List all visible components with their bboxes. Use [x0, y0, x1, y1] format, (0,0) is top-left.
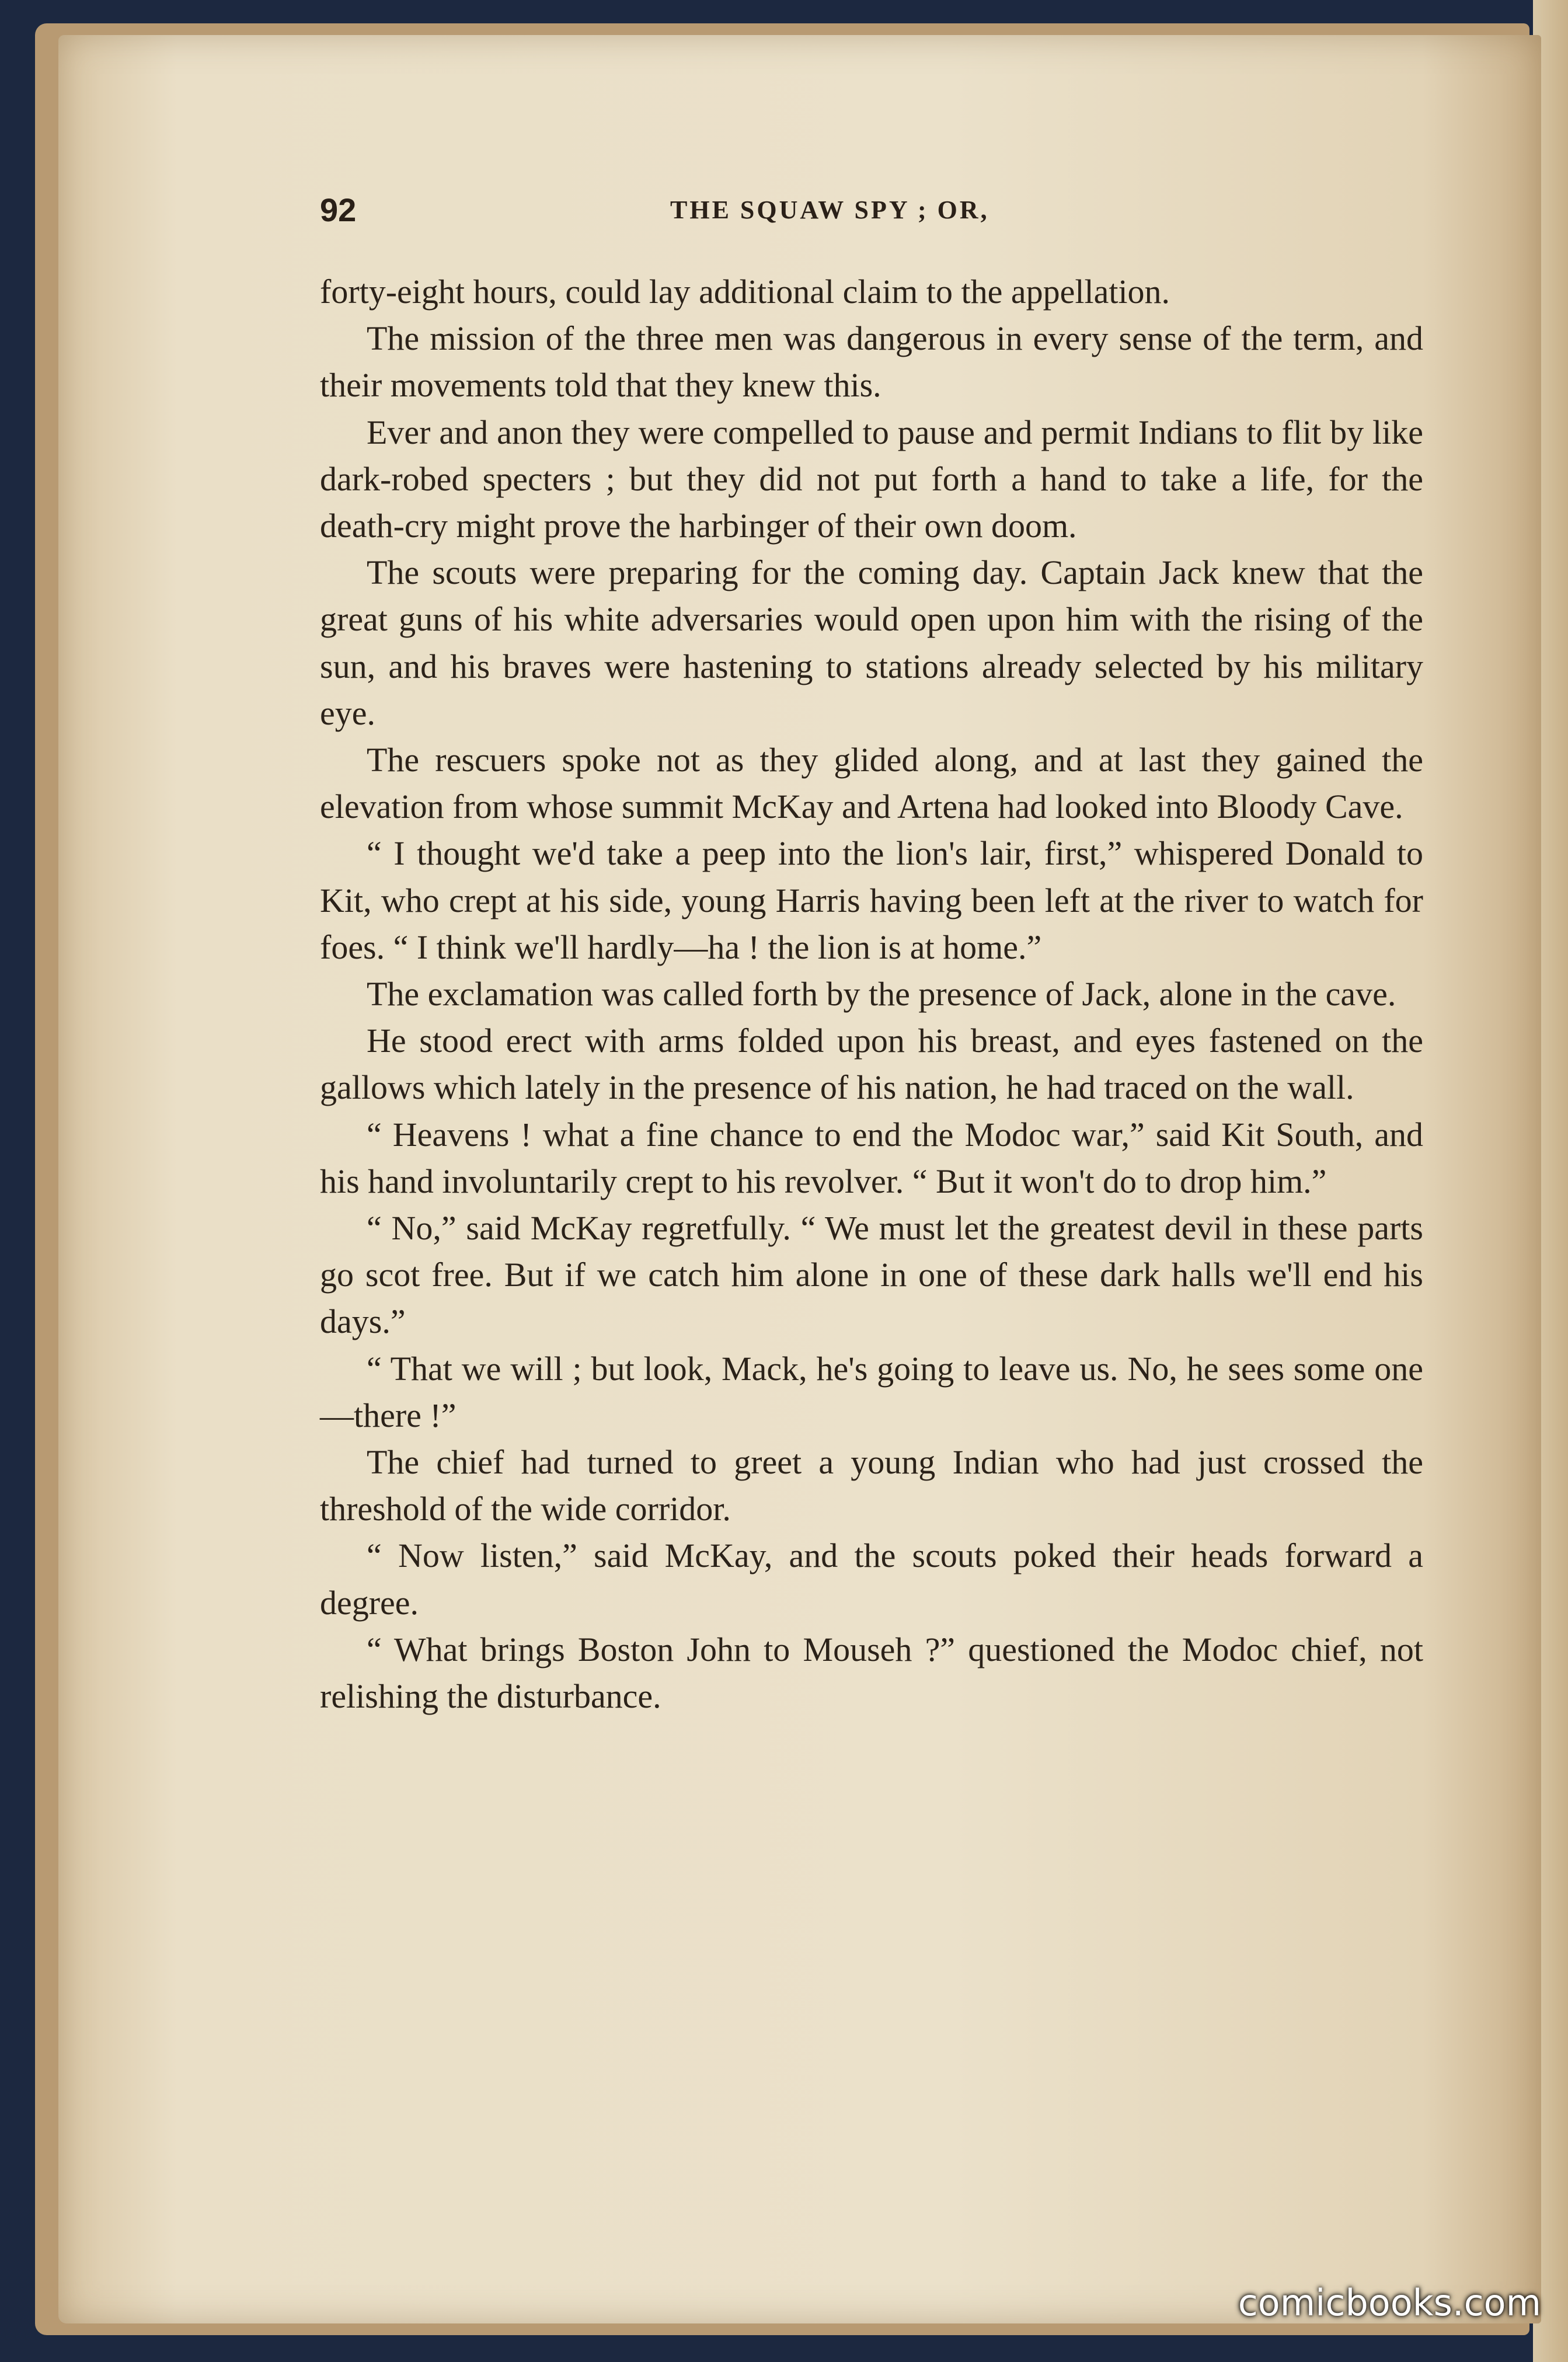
- page-header: [320, 187, 1429, 234]
- body-text: [320, 269, 1423, 1720]
- paragraph: The chief had turned to greet a young Indian who had just crossed the threshold of the wide corridor.: [320, 1443, 1423, 1528]
- paragraph: The rescuers spoke not as they glided along, and at last they gained the elevation from whose summit McKay and Artena had looked into Bloody Cave.: [320, 741, 1423, 826]
- paragraph: He stood erect with arms folded upon his breast, and eyes fastened on the gallows which lately in the presence of his nation, he had traced on the wall.: [320, 1022, 1423, 1107]
- watermark: comicbooks.com: [1238, 2281, 1541, 2324]
- paragraph: “ Now listen,” said McKay, and the scouts poked their heads forward a degree.: [320, 1537, 1423, 1622]
- paragraph: “ No,” said McKay regretfully. “ We must let the greatest devil in these parts go scot free. But if we catch him alone in one of these dark halls we'll end his days.”: [320, 1209, 1423, 1341]
- paragraph: The exclamation was called forth by the presence of Jack, alone in the cave.: [367, 975, 1396, 1013]
- page-number: 92: [320, 191, 357, 228]
- running-head: THE SQUAW SPY ; OR,: [670, 196, 989, 224]
- paragraph: “ Heavens ! what a fine chance to end the Modoc war,” said Kit South, and his hand involuntarily crept to his revolver. “ But it won't do to drop him.”: [320, 1115, 1423, 1200]
- paragraph: “ That we will ; but look, Mack, he's going to leave us. No, he sees some one—there !”: [320, 1349, 1423, 1434]
- paragraph: The scouts were preparing for the coming day. Captain Jack knew that the great guns of his white adversaries would open upon him with the rising of the sun, and his braves were hastening to stations already selected by his military eye.: [320, 553, 1423, 732]
- paragraph: The mission of the three men was dangerous in every sense of the term, and their movements told that they knew this.: [320, 319, 1423, 405]
- paragraph: Ever and anon they were compelled to pause and permit Indians to flit by like dark-robed specters ; but they did not put forth a hand to take a life, for the death-cry might prove the harbinger of their own doom.: [320, 413, 1423, 545]
- paragraph: forty-eight hours, could lay additional claim to the appellation.: [320, 273, 1170, 311]
- paragraph: “ What brings Boston John to Mouseh ?” questioned the Modoc chief, not relishing the disturbance.: [320, 1630, 1423, 1716]
- paragraph: “ I thought we'd take a peep into the lion's lair, first,” whispered Donald to Kit, who crept at his side, young Harris having been left at the river to watch for foes. “ I think we'll hardly—ha ! the lion is at home.”: [320, 834, 1423, 966]
